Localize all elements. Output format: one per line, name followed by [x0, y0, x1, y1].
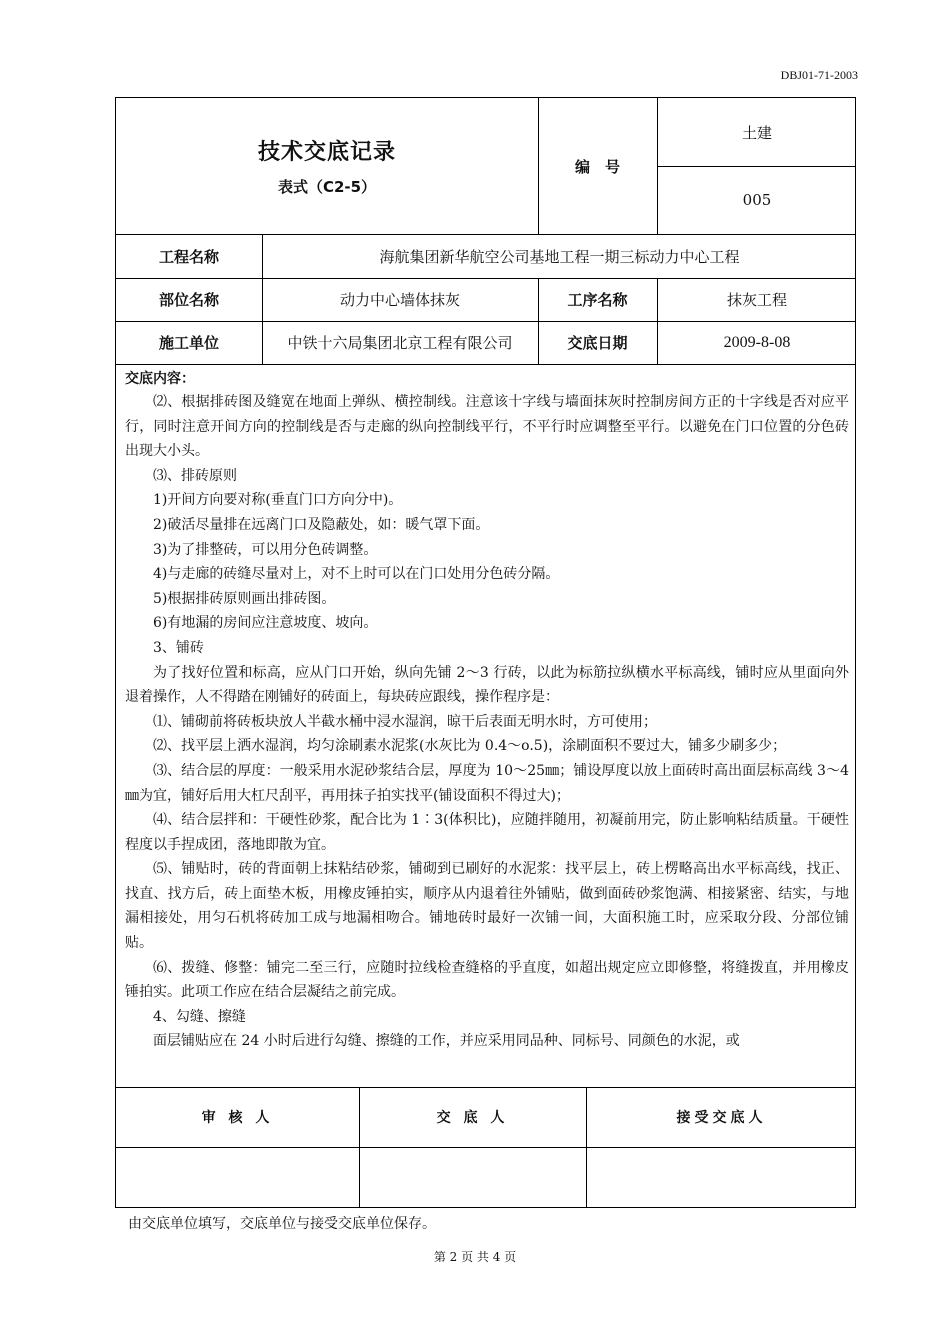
reviewer-label: 审 核 人: [201, 1110, 274, 1126]
number-label: 编 号: [574, 157, 620, 176]
number-category: 土建: [741, 123, 772, 142]
contractor-label: 施工单位: [158, 334, 219, 352]
document-code: DBJ01-71-2003: [780, 68, 858, 82]
date-label: 交底日期: [567, 334, 628, 352]
content-paragraph: 4、勾缝、擦缝: [153, 1008, 246, 1025]
content-paragraph: ⑸、铺贴时，砖的背面朝上抹粘结砂浆，铺砌到已刷好的水泥浆：找平层上，砖上楞略高出水平标高线，找正、找直、找方后，砖上面垫木板，用橡皮锤拍实，顺序从内退着往外铺贴，做到面砖砂浆饱满、相接紧密、结实，与地漏相接处，用匀石机将砖加工成与地漏相吻合。铺地砖时最好一次铺一间，大面积施工时，应采取分段、分部位铺贴。: [125, 861, 849, 952]
content-paragraph: ⑹、拨缝、修整：铺完二至三行，应随时拉线检查缝格的乎直度，如超出规定应立即修整，将缝拨直，并用橡皮锤拍实。此项工作应在结合层凝结之前完成。: [125, 959, 849, 1001]
form-subtitle: 表式（C2-5）: [277, 178, 377, 196]
contractor-value: 中铁十六局集团北京工程有限公司: [287, 334, 513, 352]
reviewer-signature-field[interactable]: [116, 1147, 359, 1207]
content-paragraph: 为了找好位置和标高，应从门口开始，纵向先铺 2～3 行砖，以此为标筋拉纵横水平标高线，铺时应从里面向外退着操作，人不得踏在刚铺好的砖面上，每块砖应跟线，操作程序是：: [125, 664, 849, 706]
discloser-label: 交 底 人: [436, 1110, 509, 1126]
content-paragraph: ⑶、结合层的厚度：一般采用水泥砂浆结合层，厚度为 10～25㎜；铺设厚度以放上面砖时高出面层标高线 3～4㎜为宜，铺好后用大杠尺刮平，再用抹子拍实找平(铺设面积不得过大)；: [125, 762, 849, 804]
content-heading: 交底内容：: [125, 371, 195, 387]
content-paragraph: ⑶、排砖原则: [153, 467, 237, 484]
form-title-block: [116, 98, 538, 234]
content-paragraph: 面层铺贴应在 24 小时后进行勾缝、擦缝的工作，并应采用同品种、同标号、同颜色的水泥，或: [153, 1033, 740, 1050]
content-paragraph: 6)有地漏的房间应注意坡度、坡向。: [153, 615, 378, 632]
content-paragraph: 1)开间方向要对称(垂直门口方向分中)。: [153, 492, 403, 509]
number-value: 005: [742, 191, 772, 209]
project-name-value: 海航集团新华航空公司基地工程一期三标动力中心工程: [379, 247, 740, 266]
discloser-signature-field[interactable]: [359, 1147, 586, 1207]
content-paragraph: 2)破活尽量排在远离门口及隐蔽处，如：暖气罩下面。: [153, 516, 490, 533]
process-name-value: 抹灰工程: [726, 291, 787, 309]
footer-note: 由交底单位填写，交底单位与接受交底单位保存。: [128, 1216, 436, 1232]
receiver-label: 接受交底人: [676, 1110, 767, 1126]
content-paragraph: ⑷、结合层拌和：干硬性砂浆，配合比为 1∶3(体积比)，应随拌随用，初凝前用完，防止影响粘结质量。干硬性程度以手捏成团，落地即散为宜。: [125, 812, 849, 853]
content-paragraph: ⑵、根据排砖图及缝宽在地面上弹纵、横控制线。注意该十字线与墙面抹灰时控制房间方正的十字线是否对应平行，同时注意开间方向的控制线是否与走廊的纵向控制线平行，不平行时应调整至平行。以避免在门口位置的分色砖出现大小头。: [125, 394, 849, 460]
project-name-label: 工程名称: [158, 247, 219, 266]
content-paragraph: 3)为了排整砖，可以用分色砖调整。: [153, 541, 378, 558]
content-paragraph: 4)与走廊的砖缝尽量对上，对不上时可以在门口处用分色砖分隔。: [153, 566, 560, 583]
content-paragraph: ⑵、找平层上洒水湿润，均匀涂刷素水泥浆(水灰比为 0.4～o.5)，涂刷面积不要过大，铺多少刷多少；: [153, 738, 787, 755]
page-indicator: 第 2 页 共 4 页: [433, 1250, 517, 1264]
content-body: [125, 390, 849, 1054]
receiver-signature-field[interactable]: [586, 1147, 857, 1207]
form-title: 技术交底记录: [257, 140, 396, 165]
disclosure-form: [115, 97, 856, 1208]
content-paragraph: 3、铺砖: [153, 639, 204, 656]
process-name-label: 工序名称: [567, 291, 628, 309]
content-paragraph: ⑴、铺砌前将砖板块放人半截水桶中浸水湿润，晾干后表面无明水时，方可使用；: [153, 713, 657, 730]
date-value: 2009-8-08: [723, 333, 791, 351]
content-paragraph: 5)根据排砖原则画出排砖图。: [153, 590, 336, 607]
part-name-value: 动力中心墙体抹灰: [339, 291, 460, 309]
part-name-label: 部位名称: [158, 291, 219, 309]
row-divider: [116, 364, 855, 365]
